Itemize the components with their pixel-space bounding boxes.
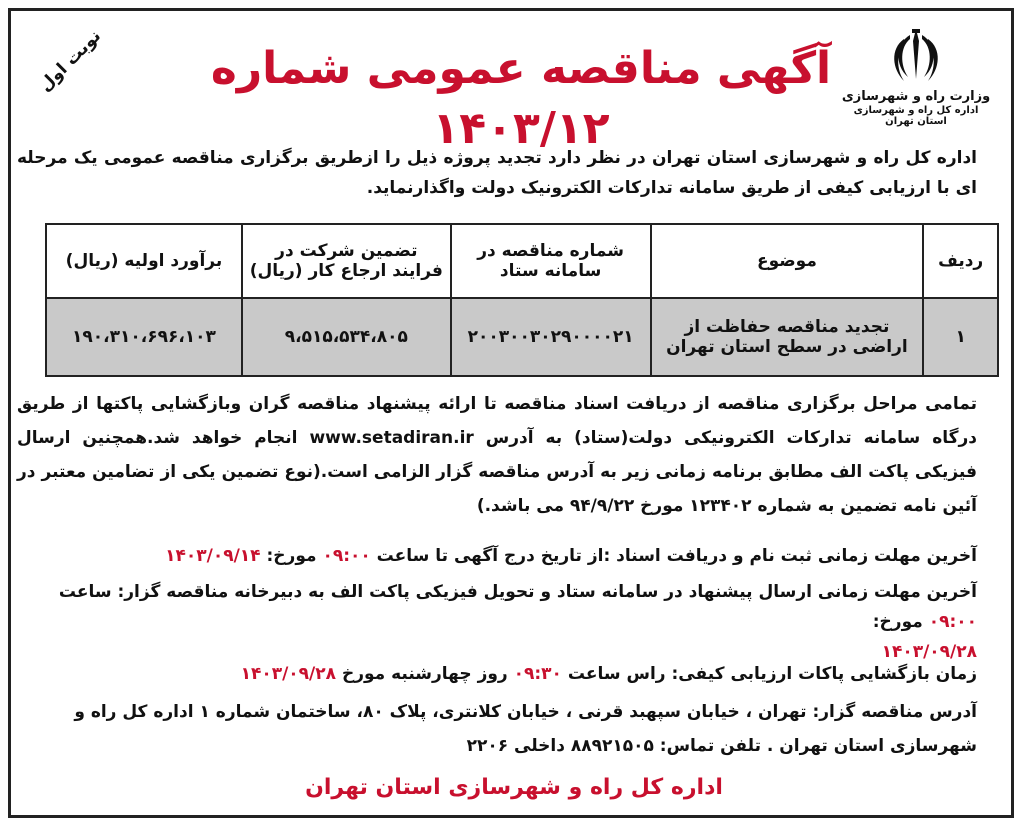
- table-header-row: [46, 224, 998, 298]
- table-row: [46, 298, 998, 376]
- opening-day-text: روز چهارشنبه مورخ: [341, 664, 508, 684]
- opening-time: [17, 659, 977, 689]
- procedure-text-1: تمامی مراحل برگزاری مناقصه از دریافت اسناد مناقصه تا ارائه پیشنهاد مناقصه گران وبازگشایی پاکتها از طریق درگاه سامانه تدارکات الکترونیکی دولت(ستاد) به آدرس: [17, 394, 978, 448]
- submission-date-label: مورخ:: [872, 612, 923, 632]
- org-subname: اداره کل راه و شهرسازی استان تهران: [853, 105, 979, 127]
- cell-guarantee: ۹،۵۱۵،۵۳۴،۸۰۵: [242, 298, 451, 376]
- submission-deadline: [17, 577, 977, 667]
- ministry-logo: [841, 25, 991, 135]
- registration-time: ۰۹:۰۰: [322, 546, 371, 566]
- registration-text: آخرین مهلت زمانی ثبت نام و دریافت اسناد :از تاریخ درج آگهی تا ساعت: [376, 546, 977, 566]
- header-guarantee: تضمین شرکت در فرایند ارجاع کار (ریال): [242, 224, 451, 298]
- org-name: وزارت راه و شهرسازی: [841, 89, 991, 104]
- notice-title: آگهی مناقصه عمومی شماره ۱۴۰۳/۱۲: [210, 43, 832, 154]
- cell-tender-number: ۲۰۰۳۰۰۳۰۲۹۰۰۰۰۲۱: [451, 298, 651, 376]
- iran-emblem-icon: [886, 25, 946, 87]
- registration-date: ۱۴۰۳/۰۹/۱۴: [165, 546, 261, 566]
- turn-label: نوبت اول: [35, 26, 106, 96]
- tenderer-address: آدرس مناقصه گزار: تهران ، خیابان سپهبد قرنی ، خیابان کلانتری، پلاک ۸۰، ساختمان شماره ۱ اداره کل راه و شهرسازی استان تهران . تلفن تماس: ۸۸۹۲۱۵۰۵ داخلی ۲۲۰۶: [74, 702, 977, 756]
- cell-subject: تجدید مناقصه حفاظت از اراضی در سطح استان تهران: [651, 298, 924, 376]
- notice-frame: [8, 8, 1014, 818]
- opening-text: زمان بازگشایی پاکات ارزیابی کیفی: راس ساعت: [567, 664, 977, 684]
- submission-text: آخرین مهلت زمانی ارسال پیشنهاد در سامانه ستاد و تحویل فیزیکی پاکت الف به دبیرخانه مناقصه گزار: ساعت: [58, 582, 977, 602]
- tender-table: [45, 223, 999, 377]
- cell-estimate: ۱۹۰،۳۱۰،۶۹۶،۱۰۳: [46, 298, 242, 376]
- header-tender-number: شماره مناقصه در سامانه ستاد: [451, 224, 651, 298]
- header-subject: موضوع: [651, 224, 924, 298]
- cell-row-number: ۱: [923, 298, 998, 376]
- header-estimate: برآورد اولیه (ریال): [46, 224, 242, 298]
- header-row-number: ردیف: [923, 224, 998, 298]
- intro-paragraph: اداره کل راه و شهرسازی استان تهران در نظر دارد تجدید پروژه ذیل را ازطریق برگزاری مناقصه عمومی یک مرحله ای با ارزیابی کیفی از طریق سامانه تدارکات الکترونیک دولت واگذارنماید.: [17, 148, 977, 198]
- opening-date: ۱۴۰۳/۰۹/۲۸: [240, 664, 337, 684]
- submission-time: ۰۹:۰۰: [928, 612, 977, 632]
- opening-hour: ۰۹:۳۰: [513, 664, 562, 684]
- registration-date-label: مورخ:: [266, 546, 317, 566]
- procedure-paragraph: [17, 387, 977, 523]
- setad-website-link[interactable]: www.setadiran.ir: [309, 428, 474, 448]
- footer-org-name: اداره کل راه و شهرسازی استان تهران: [305, 775, 723, 800]
- submission-date: ۱۴۰۳/۰۹/۲۸: [881, 642, 977, 662]
- registration-deadline: [17, 541, 977, 571]
- procedure-text-2: انجام خواهد شد.همچنین ارسال فیزیکی پاکت الف مطابق برنامه زمانی زیر به آدرس مناقصه گزار الزامی است.(نوع تضمین یکی از تضامین معتبر در آئین نامه تضمین به شماره ۱۲۳۴۰۲ مورخ ۹۴/۹/۲۲ می باشد.): [17, 428, 977, 516]
